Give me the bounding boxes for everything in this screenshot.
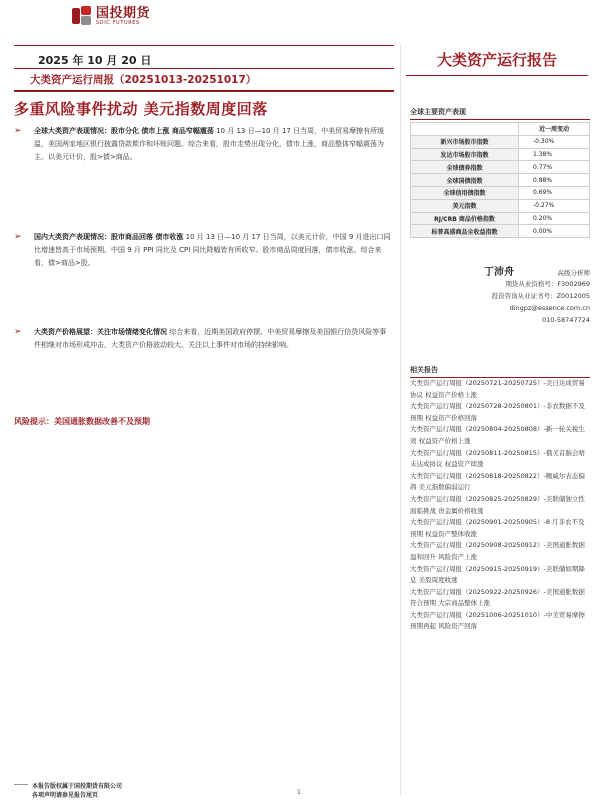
related-report-item[interactable]: 大类资产运行周报（20250922-20250926）-美国通胀数据符合预期 大宗商品整体上涨 (410, 587, 585, 608)
related-report-item[interactable]: 大类资产运行周报（20250811-20250815）-俄美首脑会晤未达成协议 权益资产续涨 (410, 448, 585, 469)
header-mid-rule (14, 68, 394, 69)
section-domestic-assets (14, 231, 392, 270)
analyst-title: 高级分析师 (557, 269, 590, 277)
page-number: 1 (297, 789, 301, 796)
table-row (411, 135, 590, 148)
analyst-info (410, 263, 590, 326)
related-report-item[interactable]: 大类资产运行周报（20250721-20250725）-美日达成贸易协议 权益资产价格上涨 (410, 379, 585, 399)
report-date: 2025 年 10 月 20 日 (38, 54, 152, 67)
section-text: 10 月 13 日—10 月 17 日当周，以美元计价，中国 9 月进出口同比增速皆高于市场预期。中国 9 月 PPI 同比及 CPI 同比降幅皆有所收窄。股市商品周度回落，债市收涨。综合来看，债>商品>股。 (34, 233, 391, 267)
series-title: 大类资产运行周报（20251013-20251017） (30, 74, 257, 86)
asset-change: 0.69% (519, 186, 590, 199)
table-row (411, 186, 590, 199)
asset-name: RJ/CRB 商品价格指数 (411, 212, 519, 225)
analyst-name: 丁沛舟 (484, 267, 514, 278)
asset-change: 0.20% (519, 212, 590, 225)
related-report-item[interactable]: 大类资产运行周报（20250818-20250822）-鲍威尔表态偏鸽 美元指数偏弱运行 (410, 471, 585, 492)
footer-note (32, 782, 122, 800)
related-reports-title: 相关报告 (410, 365, 590, 378)
asset-name: 全球信用债指数 (411, 186, 519, 199)
bullet-arrow-icon: ➢ (14, 126, 22, 136)
analyst-license: 期货从业资格号：F3002969 (505, 280, 590, 288)
analyst-advisory-cert: 投资咨询从业证书号：Z0012005 (491, 292, 590, 300)
logo-text: 国投期货 (96, 5, 151, 21)
table-row (411, 199, 590, 212)
footer-rule (14, 784, 28, 785)
footer-disclaimer: 各项声明请参见报告尾页 (32, 792, 99, 799)
footer-copyright: 本报告版权属于国投期货有限公司 (32, 783, 123, 790)
table-header-row (411, 123, 590, 136)
header-top-rule (14, 45, 394, 46)
related-report-item[interactable]: 大类资产运行周报（20250908-20250912）-美国通胀数据温和回升 风险资产上涨 (410, 541, 585, 561)
bullet-arrow-icon: ➢ (14, 327, 22, 337)
asset-name: 全球国债指数 (411, 174, 519, 187)
asset-change: 0.77% (519, 161, 590, 174)
asset-name: 发达市场股市指数 (411, 148, 519, 161)
table-row (411, 225, 590, 238)
report-headline: 多重风险事件扰动 美元指数周度回落 (14, 100, 268, 118)
logo-mark-icon (72, 6, 92, 26)
table-row (411, 161, 590, 174)
asset-name: 美元指数 (411, 199, 519, 212)
company-logo (72, 6, 150, 26)
asset-name: 标普高盛商品全收益指数 (411, 225, 519, 238)
bullet-arrow-icon: ➢ (14, 232, 22, 242)
asset-change: 1.38% (519, 148, 590, 161)
section-lead: 大类资产价格展望：关注市场情绪变化情况 (34, 328, 167, 336)
asset-name: 全球债券指数 (411, 161, 519, 174)
global-assets-table (410, 122, 590, 238)
asset-change: 0.00% (519, 225, 590, 238)
global-assets-table-title: 全球主要资产表现 (410, 107, 590, 120)
asset-change: -0.27% (519, 199, 590, 212)
related-report-item[interactable]: 大类资产运行周报（20250728-20250801）-非农数据不及预期 权益资产价格回落 (410, 402, 585, 422)
table-row (411, 212, 590, 225)
section-lead: 国内大类资产表现情况：股市商品回落 债市收涨 (34, 233, 184, 241)
related-report-item[interactable]: 大类资产运行周报（20250804-20250808）-新一轮关税生效 权益资产价格上涨 (410, 425, 585, 445)
related-report-item[interactable]: 大类资产运行周报（20250901-20250905）-8 月非农不及预期 权益资产整体收涨 (410, 518, 585, 538)
section-text: 综合来看，近期美国政府停摆、中美贸易摩擦及美国银行信贷风险等事件相继对市场形成冲击，大类资产价格波动较大。关注以上事件对市场的持续影响。 (34, 328, 387, 349)
header-bottom-rule (14, 90, 394, 92)
section-lead: 全球大类资产表现情况：股市分化 债市上涨 商品窄幅震荡 (34, 127, 214, 135)
asset-change: 0.88% (519, 174, 590, 187)
related-report-item[interactable]: 大类资产运行周报（20251006-20251010）-中美贸易摩擦预期再起 风险资产回落 (410, 610, 585, 631)
table-header-blank (411, 123, 519, 136)
section-price-outlook (14, 326, 392, 352)
section-global-assets (14, 125, 392, 164)
column-divider (400, 44, 401, 796)
report-type-label: 大类资产运行报告 (406, 46, 588, 76)
logo-english-text: SDIC FUTURES (96, 19, 140, 26)
related-report-item[interactable]: 大类资产运行周报（20250825-20250829）-美联储独立性面临挑战 贵金属价格收涨 (410, 494, 585, 515)
table-row (411, 148, 590, 161)
asset-change: -0.30% (519, 135, 590, 148)
analyst-phone: 010-58747724 (542, 316, 590, 324)
related-reports-list (410, 378, 590, 633)
related-report-item[interactable]: 大类资产运行周报（20250915-20250919）-美联储如期降息 美股周度收涨 (410, 564, 585, 585)
risk-warning: 风险提示：美国通胀数据改善不及预期 (14, 417, 150, 426)
table-header-change: 近一周变动 (519, 123, 590, 136)
table-row (411, 174, 590, 187)
section-text: 10 月 13 日—10 月 17 日当周，中美贸易摩擦有所缓温，美国两家地区银行披露贷款欺诈和坏账问题。综合来看，股市走势出现分化，债市上涨，商品整体窄幅震荡为主。以美元计价，股>债>商品。 (34, 127, 385, 161)
analyst-email[interactable]: dingpz@essence.com.cn (509, 304, 590, 312)
asset-name: 新兴市场股市指数 (411, 135, 519, 148)
